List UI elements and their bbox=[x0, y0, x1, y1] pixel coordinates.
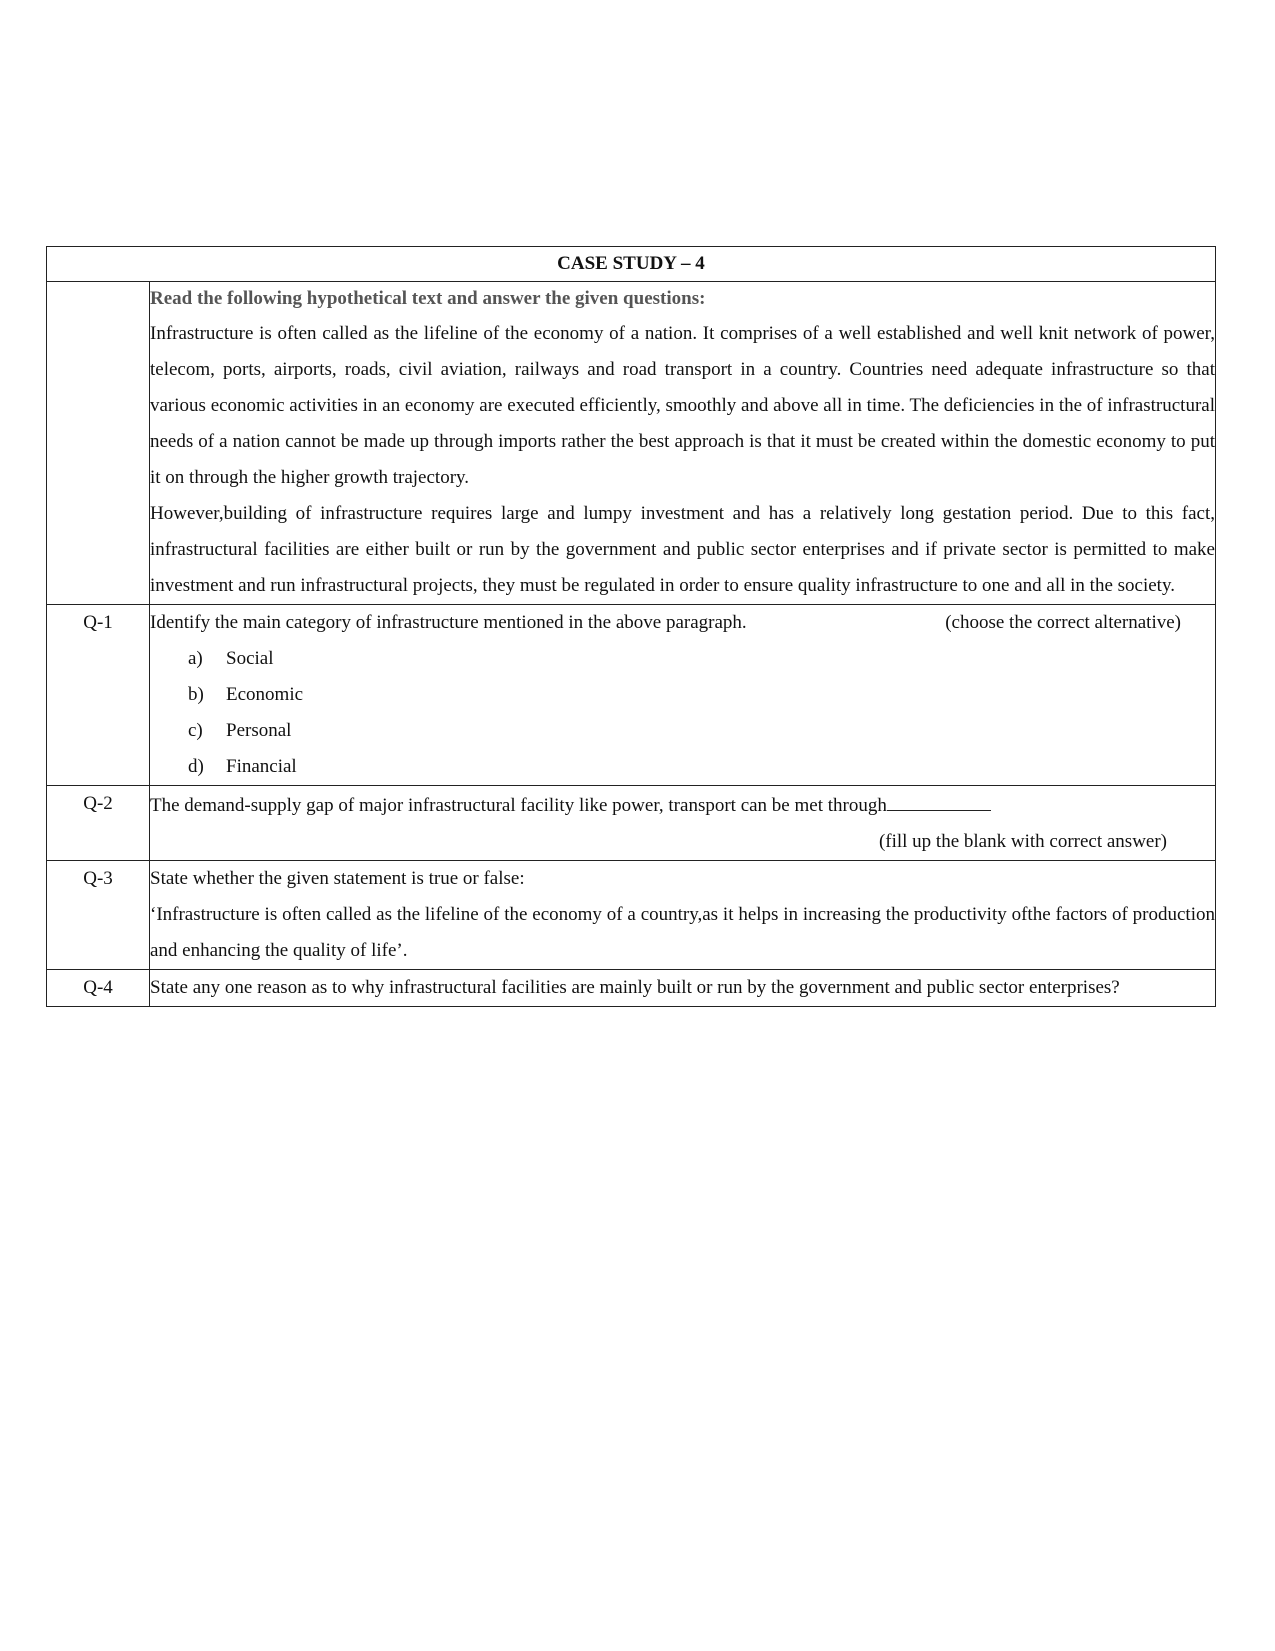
option-text: Social bbox=[226, 648, 274, 669]
answer-blank bbox=[887, 786, 991, 811]
question-2-hint: (fill up the blank with correct answer) bbox=[878, 831, 1167, 852]
question-number: Q-1 bbox=[47, 605, 150, 786]
case-study-title: CASE STUDY – 4 bbox=[47, 247, 1216, 282]
question-number: Q-3 bbox=[47, 861, 150, 970]
option-text: Economic bbox=[226, 684, 304, 705]
question-row-3 bbox=[47, 861, 1216, 970]
question-3-statement: ‘Infrastructure is often called as the lifeline of the economy of a country,as it helps in increasing the productivity ofthe factors of production and enhancing the quality of life’. bbox=[150, 904, 1215, 961]
question-1-hint: (choose the correct alternative) bbox=[945, 612, 1181, 633]
question-cell-4 bbox=[150, 970, 1216, 1007]
question-1-options bbox=[150, 641, 1215, 785]
passage-paragraph-2: However,building of infrastructure requires large and lumpy investment and has a relatively long gestation period. Due to this fact, infrastructural facilities are either built or run by the government and public sector enterprises and if private sector is permitted to make investment and run infrastructural projects, they must be regulated in order to ensure quality infrastructure to one and all in the society. bbox=[150, 503, 1215, 596]
question-cell-2 bbox=[150, 786, 1216, 861]
case-study-table bbox=[46, 246, 1216, 1007]
question-3-text: State whether the given statement is true or false: bbox=[150, 868, 525, 889]
passage-paragraph-1: Infrastructure is often called as the lifeline of the economy of a nation. It comprises of a well established and well knit network of power, telecom, ports, airports, roads, civil aviation, railways and road transport in a country. Countries need adequate infrastructure so that various economic activities in an economy are executed efficiently, smoothly and above all in time. The deficiencies in the of infrastructural needs of a nation cannot be made up through imports rather the best approach is that it must be created within the domestic economy to put it on through the higher growth trajectory. bbox=[150, 323, 1215, 488]
title-row bbox=[47, 247, 1216, 282]
question-cell-1 bbox=[150, 605, 1216, 786]
option-text: Financial bbox=[226, 756, 297, 777]
question-2-text: The demand-supply gap of major infrastructural facility like power, transport can be met through bbox=[150, 795, 887, 816]
question-4-text: State any one reason as to why infrastructural facilities are mainly built or run by the government and public sector enterprises? bbox=[150, 977, 1120, 998]
option-letter: b) bbox=[188, 684, 204, 705]
question-cell-3 bbox=[150, 861, 1216, 970]
question-2-line bbox=[150, 786, 1215, 824]
option-letter: c) bbox=[188, 720, 203, 741]
option-d bbox=[188, 749, 1215, 785]
option-c bbox=[188, 713, 1215, 749]
option-text: Personal bbox=[226, 720, 292, 741]
question-row-4 bbox=[47, 970, 1216, 1007]
question-row-2 bbox=[47, 786, 1216, 861]
option-b bbox=[188, 677, 1215, 713]
question-number: Q-2 bbox=[47, 786, 150, 861]
option-letter: a) bbox=[188, 648, 203, 669]
question-1-line bbox=[150, 605, 1215, 641]
question-row-1 bbox=[47, 605, 1216, 786]
question-1-text: Identify the main category of infrastructure mentioned in the above paragraph. bbox=[150, 612, 747, 633]
option-a bbox=[188, 641, 1215, 677]
passage-row bbox=[47, 282, 1216, 605]
passage-cell bbox=[150, 282, 1216, 605]
instruction-text: Read the following hypothetical text and answer the given questions: bbox=[150, 288, 706, 309]
question-number: Q-4 bbox=[47, 970, 150, 1007]
option-letter: d) bbox=[188, 756, 204, 777]
passage-number-cell bbox=[47, 282, 150, 605]
